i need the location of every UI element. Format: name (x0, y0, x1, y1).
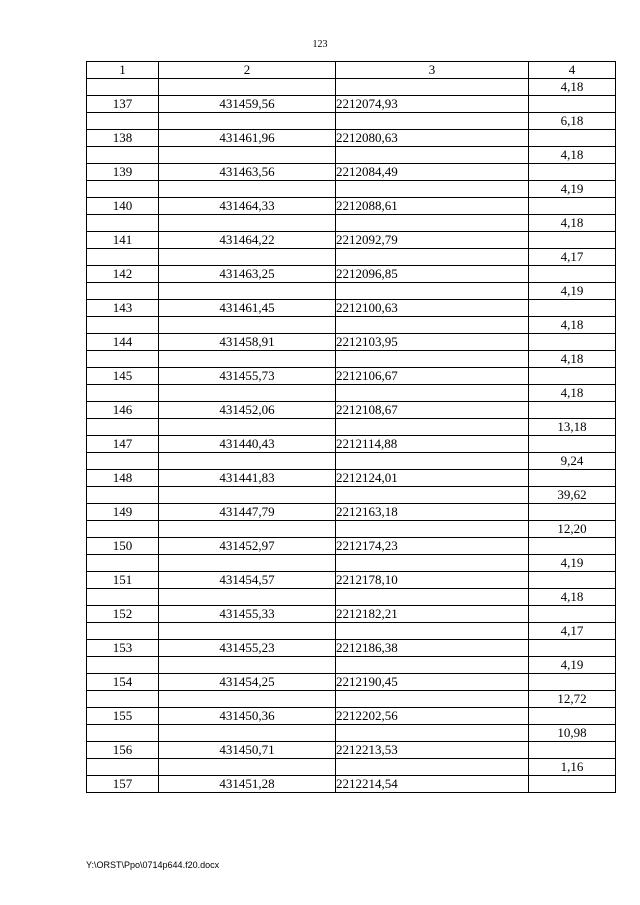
x-coordinate-cell (159, 113, 336, 130)
point-number-cell (87, 113, 159, 130)
table-row (87, 96, 616, 113)
point-number-cell: 151 (87, 572, 159, 589)
x-coordinate-cell: 431452,97 (159, 538, 336, 555)
table-row (87, 113, 616, 130)
x-coordinate-cell: 431463,25 (159, 266, 336, 283)
y-coordinate-cell (336, 317, 529, 334)
y-coordinate-cell: 2212096,85 (336, 266, 529, 283)
table-row (87, 317, 616, 334)
x-coordinate-cell (159, 79, 336, 96)
x-coordinate-cell: 431458,91 (159, 334, 336, 351)
x-coordinate-cell (159, 283, 336, 300)
point-number-cell: 140 (87, 198, 159, 215)
y-coordinate-cell: 2212190,45 (336, 674, 529, 691)
table-row (87, 419, 616, 436)
x-coordinate-cell (159, 759, 336, 776)
point-number-cell: 147 (87, 436, 159, 453)
x-coordinate-cell: 431463,56 (159, 164, 336, 181)
distance-cell: 4,19 (529, 657, 616, 674)
x-coordinate-cell (159, 623, 336, 640)
distance-cell (529, 164, 616, 181)
point-number-cell (87, 79, 159, 96)
distance-cell (529, 640, 616, 657)
x-coordinate-cell: 431454,25 (159, 674, 336, 691)
y-coordinate-cell: 2212213,53 (336, 742, 529, 759)
table-row (87, 266, 616, 283)
point-number-cell (87, 453, 159, 470)
x-coordinate-cell (159, 691, 336, 708)
y-coordinate-cell (336, 453, 529, 470)
distance-cell: 39,62 (529, 487, 616, 504)
point-number-cell: 152 (87, 606, 159, 623)
point-number-cell: 150 (87, 538, 159, 555)
table-row (87, 215, 616, 232)
table-row (87, 453, 616, 470)
y-coordinate-cell: 2212106,67 (336, 368, 529, 385)
table-header-row (87, 62, 616, 79)
x-coordinate-cell: 431440,43 (159, 436, 336, 453)
y-coordinate-cell: 2212182,21 (336, 606, 529, 623)
point-number-cell: 145 (87, 368, 159, 385)
distance-cell (529, 742, 616, 759)
distance-cell: 4,18 (529, 317, 616, 334)
point-number-cell (87, 249, 159, 266)
table-row (87, 368, 616, 385)
distance-cell: 4,18 (529, 351, 616, 368)
table-row (87, 725, 616, 742)
distance-cell: 4,18 (529, 79, 616, 96)
x-coordinate-cell: 431452,06 (159, 402, 336, 419)
distance-cell (529, 436, 616, 453)
x-coordinate-cell: 431461,96 (159, 130, 336, 147)
distance-cell (529, 776, 616, 793)
table-row (87, 436, 616, 453)
table-row (87, 759, 616, 776)
y-coordinate-cell: 2212124,01 (336, 470, 529, 487)
y-coordinate-cell (336, 351, 529, 368)
distance-cell (529, 232, 616, 249)
y-coordinate-cell (336, 215, 529, 232)
table-row (87, 640, 616, 657)
y-coordinate-cell (336, 759, 529, 776)
table-row (87, 623, 616, 640)
table-row (87, 538, 616, 555)
table-row (87, 674, 616, 691)
distance-cell (529, 708, 616, 725)
table-row (87, 130, 616, 147)
distance-cell (529, 334, 616, 351)
y-coordinate-cell: 2212074,93 (336, 96, 529, 113)
table-row (87, 555, 616, 572)
table-row (87, 572, 616, 589)
y-coordinate-cell (336, 419, 529, 436)
table-row (87, 504, 616, 521)
page-number: 123 (312, 39, 328, 50)
column-header-2: 2 (159, 62, 336, 79)
y-coordinate-cell: 2212178,10 (336, 572, 529, 589)
x-coordinate-cell (159, 249, 336, 266)
distance-cell (529, 300, 616, 317)
point-number-cell: 143 (87, 300, 159, 317)
y-coordinate-cell (336, 385, 529, 402)
point-number-cell: 156 (87, 742, 159, 759)
table-row (87, 181, 616, 198)
y-coordinate-cell (336, 691, 529, 708)
distance-cell: 4,19 (529, 283, 616, 300)
table-row (87, 283, 616, 300)
column-header-1: 1 (87, 62, 159, 79)
y-coordinate-cell: 2212114,88 (336, 436, 529, 453)
point-number-cell (87, 657, 159, 674)
table-row (87, 164, 616, 181)
x-coordinate-cell (159, 725, 336, 742)
x-coordinate-cell: 431461,45 (159, 300, 336, 317)
distance-cell: 12,72 (529, 691, 616, 708)
x-coordinate-cell (159, 589, 336, 606)
y-coordinate-cell (336, 521, 529, 538)
x-coordinate-cell: 431450,36 (159, 708, 336, 725)
y-coordinate-cell (336, 725, 529, 742)
table-row (87, 402, 616, 419)
distance-cell: 6,18 (529, 113, 616, 130)
point-number-cell (87, 691, 159, 708)
y-coordinate-cell: 2212100,63 (336, 300, 529, 317)
y-coordinate-cell: 2212214,54 (336, 776, 529, 793)
point-number-cell (87, 283, 159, 300)
x-coordinate-cell: 431451,28 (159, 776, 336, 793)
distance-cell: 4,18 (529, 385, 616, 402)
y-coordinate-cell (336, 623, 529, 640)
distance-cell: 13,18 (529, 419, 616, 436)
distance-cell: 1,16 (529, 759, 616, 776)
point-number-cell (87, 589, 159, 606)
x-coordinate-cell (159, 419, 336, 436)
table-row (87, 589, 616, 606)
table-row (87, 147, 616, 164)
y-coordinate-cell: 2212080,63 (336, 130, 529, 147)
x-coordinate-cell: 431454,57 (159, 572, 336, 589)
x-coordinate-cell (159, 453, 336, 470)
distance-cell: 10,98 (529, 725, 616, 742)
point-number-cell: 149 (87, 504, 159, 521)
table-row (87, 198, 616, 215)
x-coordinate-cell (159, 555, 336, 572)
y-coordinate-cell (336, 657, 529, 674)
x-coordinate-cell (159, 215, 336, 232)
distance-cell (529, 96, 616, 113)
x-coordinate-cell: 431459,56 (159, 96, 336, 113)
point-number-cell (87, 555, 159, 572)
x-coordinate-cell (159, 317, 336, 334)
table-row (87, 742, 616, 759)
distance-cell (529, 130, 616, 147)
x-coordinate-cell (159, 181, 336, 198)
table-body (87, 79, 616, 793)
point-number-cell: 142 (87, 266, 159, 283)
y-coordinate-cell: 2212084,49 (336, 164, 529, 181)
x-coordinate-cell: 431455,73 (159, 368, 336, 385)
x-coordinate-cell (159, 351, 336, 368)
y-coordinate-cell: 2212103,95 (336, 334, 529, 351)
point-number-cell: 139 (87, 164, 159, 181)
distance-cell (529, 368, 616, 385)
table-row (87, 691, 616, 708)
point-number-cell: 157 (87, 776, 159, 793)
table-row (87, 385, 616, 402)
table-row (87, 606, 616, 623)
y-coordinate-cell (336, 147, 529, 164)
file-path-footer: Y:\ORST\Ppo\0714p644.f20.docx (86, 860, 220, 870)
x-coordinate-cell (159, 147, 336, 164)
x-coordinate-cell: 431464,33 (159, 198, 336, 215)
point-number-cell (87, 317, 159, 334)
x-coordinate-cell: 431464,22 (159, 232, 336, 249)
point-number-cell: 137 (87, 96, 159, 113)
point-number-cell: 144 (87, 334, 159, 351)
point-number-cell (87, 419, 159, 436)
y-coordinate-cell (336, 181, 529, 198)
y-coordinate-cell (336, 555, 529, 572)
distance-cell (529, 402, 616, 419)
y-coordinate-cell (336, 283, 529, 300)
table-row (87, 470, 616, 487)
point-number-cell: 148 (87, 470, 159, 487)
table-row (87, 708, 616, 725)
point-number-cell (87, 385, 159, 402)
point-number-cell: 153 (87, 640, 159, 657)
point-number-cell: 155 (87, 708, 159, 725)
x-coordinate-cell: 431441,83 (159, 470, 336, 487)
table-row (87, 487, 616, 504)
coordinates-table (86, 61, 616, 793)
point-number-cell (87, 725, 159, 742)
distance-cell: 4,18 (529, 147, 616, 164)
x-coordinate-cell (159, 487, 336, 504)
distance-cell (529, 674, 616, 691)
x-coordinate-cell: 431450,71 (159, 742, 336, 759)
y-coordinate-cell (336, 589, 529, 606)
distance-cell: 4,17 (529, 249, 616, 266)
point-number-cell: 154 (87, 674, 159, 691)
point-number-cell (87, 521, 159, 538)
distance-cell (529, 266, 616, 283)
point-number-cell (87, 215, 159, 232)
table-row (87, 79, 616, 96)
y-coordinate-cell: 2212088,61 (336, 198, 529, 215)
point-number-cell: 141 (87, 232, 159, 249)
distance-cell (529, 470, 616, 487)
point-number-cell (87, 181, 159, 198)
distance-cell (529, 572, 616, 589)
x-coordinate-cell: 431455,23 (159, 640, 336, 657)
table-row (87, 776, 616, 793)
column-header-3: 3 (336, 62, 529, 79)
point-number-cell: 138 (87, 130, 159, 147)
y-coordinate-cell: 2212163,18 (336, 504, 529, 521)
y-coordinate-cell: 2212202,56 (336, 708, 529, 725)
y-coordinate-cell: 2212186,38 (336, 640, 529, 657)
x-coordinate-cell: 431447,79 (159, 504, 336, 521)
distance-cell (529, 504, 616, 521)
table-row (87, 657, 616, 674)
table-row (87, 300, 616, 317)
x-coordinate-cell: 431455,33 (159, 606, 336, 623)
distance-cell: 4,18 (529, 589, 616, 606)
distance-cell: 12,20 (529, 521, 616, 538)
x-coordinate-cell (159, 657, 336, 674)
table-row (87, 334, 616, 351)
table-row (87, 351, 616, 368)
table-row (87, 521, 616, 538)
point-number-cell (87, 623, 159, 640)
y-coordinate-cell (336, 487, 529, 504)
y-coordinate-cell (336, 249, 529, 266)
distance-cell: 4,19 (529, 555, 616, 572)
y-coordinate-cell: 2212108,67 (336, 402, 529, 419)
distance-cell: 4,19 (529, 181, 616, 198)
distance-cell (529, 198, 616, 215)
table-row (87, 232, 616, 249)
point-number-cell: 146 (87, 402, 159, 419)
distance-cell: 9,24 (529, 453, 616, 470)
point-number-cell (87, 147, 159, 164)
point-number-cell (87, 351, 159, 368)
y-coordinate-cell (336, 113, 529, 130)
distance-cell: 4,18 (529, 215, 616, 232)
x-coordinate-cell (159, 385, 336, 402)
column-header-4: 4 (529, 62, 616, 79)
point-number-cell (87, 487, 159, 504)
y-coordinate-cell (336, 79, 529, 96)
y-coordinate-cell: 2212174,23 (336, 538, 529, 555)
point-number-cell (87, 759, 159, 776)
distance-cell (529, 538, 616, 555)
distance-cell (529, 606, 616, 623)
table-row (87, 249, 616, 266)
distance-cell: 4,17 (529, 623, 616, 640)
x-coordinate-cell (159, 521, 336, 538)
y-coordinate-cell: 2212092,79 (336, 232, 529, 249)
